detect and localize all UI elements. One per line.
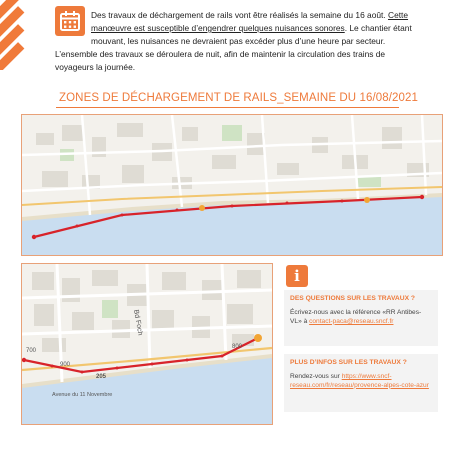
km-marker-4: 800 — [232, 344, 243, 350]
info-icon: i — [286, 265, 308, 287]
intro-text: Des travaux de déchargement de rails vont être réalisés la semaine du 16 août. — [91, 10, 389, 20]
questions-heading: DES QUESTIONS SUR LES TRAVAUX ? — [290, 295, 415, 302]
track-map-detail[interactable] — [21, 263, 273, 425]
questions-body: Écrivez-nous avec la référence «RR Antibes-VL» à — [290, 309, 422, 325]
night-works-paragraph: L’ensemble des travaux se déroulera de nuit, afin de maintenir la circulation des trains de voyageurs la journée. — [55, 49, 386, 72]
calendar-icon — [55, 6, 85, 36]
website-link[interactable]: https://www.sncf-reseau.com/fr/reseau/provence-alpes-cote-azur — [290, 373, 429, 389]
questions-text — [290, 309, 432, 326]
district-label: Bd Foch — [132, 309, 144, 337]
more-info-box — [284, 354, 438, 412]
more-info-heading: PLUS D’INFOS SUR LES TRAVAUX ? — [290, 359, 407, 366]
section-title: ZONES DE DÉCHARGEMENT DE RAILS_SEMAINE DU 16/08/2021 — [59, 92, 419, 104]
questions-box — [284, 290, 438, 346]
contact-email-link[interactable]: contact-paca@reseau.sncf.fr — [309, 317, 394, 325]
decorative-stripes — [0, 0, 30, 70]
km-marker-2: 900 — [60, 362, 71, 368]
intro-paragraph — [91, 9, 421, 48]
title-divider — [56, 107, 399, 108]
more-info-text — [290, 373, 432, 390]
street-label: Avenue du 11 Novembre — [52, 392, 113, 398]
noise-warning-text: Cette manœuvre est susceptible d’engendrer quelques nuisances sonores — [91, 10, 409, 33]
track-map-overview[interactable] — [21, 114, 443, 256]
km-marker-1: 700 — [26, 348, 37, 354]
more-info-body: Rendez-vous sur — [290, 373, 342, 380]
intro-text-end: . Le chantier étant mouvant, les nuisances ne devraient pas excéder plus d’une heure par secteur. — [91, 23, 412, 46]
km-marker-3: 205 — [96, 374, 107, 380]
